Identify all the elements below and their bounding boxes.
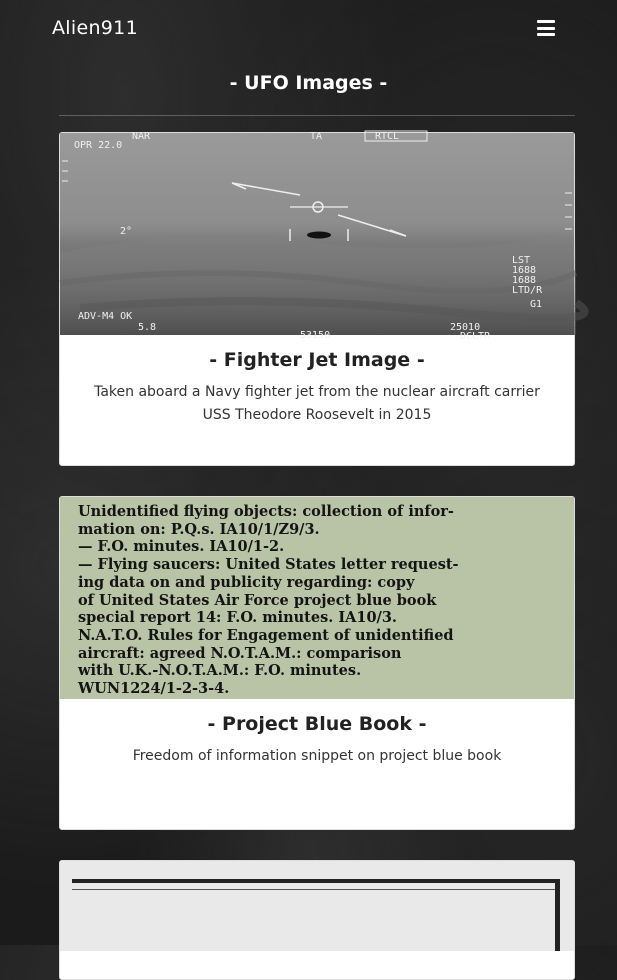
doc-line: aircraft: agreed N.O.T.A.M.: comparison [78,644,402,662]
doc-line: WUN1224/1-2-3-4. [78,680,230,698]
page-title: - UFO Images - [229,72,388,94]
svg-text:1688: 1688 [512,265,537,276]
menu-bar [537,20,555,23]
card-third [59,860,575,980]
card-fighter-jet [59,132,575,466]
card-body [60,335,574,427]
menu-bar [537,33,555,36]
third-card-image[interactable] [60,861,574,951]
svg-text:G1: G1 [530,299,543,310]
svg-text:DCLTR: DCLTR [460,331,491,342]
title-divider [59,115,575,116]
fighter-jet-image[interactable] [60,131,574,342]
svg-text:LTD/R: LTD/R [512,285,543,296]
blue-book-document-image[interactable] [60,497,574,699]
photo-edge [72,879,560,883]
card-title: - Project Blue Book - [207,713,427,735]
menu-bar [537,27,555,30]
doc-line: mation on: P.Q.s. IA10/1/Z9/3. [78,520,320,538]
doc-line: with U.K.-N.O.T.A.M.: F.O. minutes. [78,662,362,680]
svg-text:ADV-M4 OK: ADV-M4 OK [78,311,133,322]
doc-line: N.A.T.O. Rules for Engagement of unidentified [78,626,454,644]
svg-text:1688: 1688 [512,275,537,286]
brand-logo[interactable]: Alien911 [52,17,138,39]
card-project-blue-book [59,496,575,830]
card-text: Freedom of information snippet on project blue book [132,748,502,764]
hamburger-menu-icon[interactable] [537,20,555,36]
svg-text:2°: 2° [120,226,133,237]
doc-line: — Flying saucers: United States letter request- [78,556,459,574]
card-title: - Fighter Jet Image - [209,349,425,371]
photo-edge [72,889,560,890]
svg-text:RTCL: RTCL [375,131,400,142]
photo-edge [555,879,560,951]
card-text: Taken aboard a Navy fighter jet from the nuclear aircraft carrier USS Theodore Roosevelt in 2015 [94,384,540,423]
svg-text:LST: LST [512,255,531,266]
svg-text:TA: TA [310,131,323,142]
doc-line: of United States Air Force project blue book [78,591,437,609]
doc-line: special report 14: F.O. minutes. IA10/3. [78,609,397,627]
svg-text:OPR 22.0: OPR 22.0 [74,140,123,151]
navbar [0,0,617,56]
svg-text:53150: 53150 [300,330,331,341]
doc-line: Unidentified flying objects: collection of infor- [78,503,454,520]
card-body [60,699,574,768]
svg-text:25010: 25010 [450,322,481,333]
svg-text:NAR: NAR [132,131,151,142]
svg-text:5.8: 5.8 [138,322,157,333]
fighter-jet-overlay [60,131,576,342]
doc-line: ing data on and publicity regarding: copy [78,573,415,591]
doc-line: — F.O. minutes. IA10/1-2. [78,538,285,556]
